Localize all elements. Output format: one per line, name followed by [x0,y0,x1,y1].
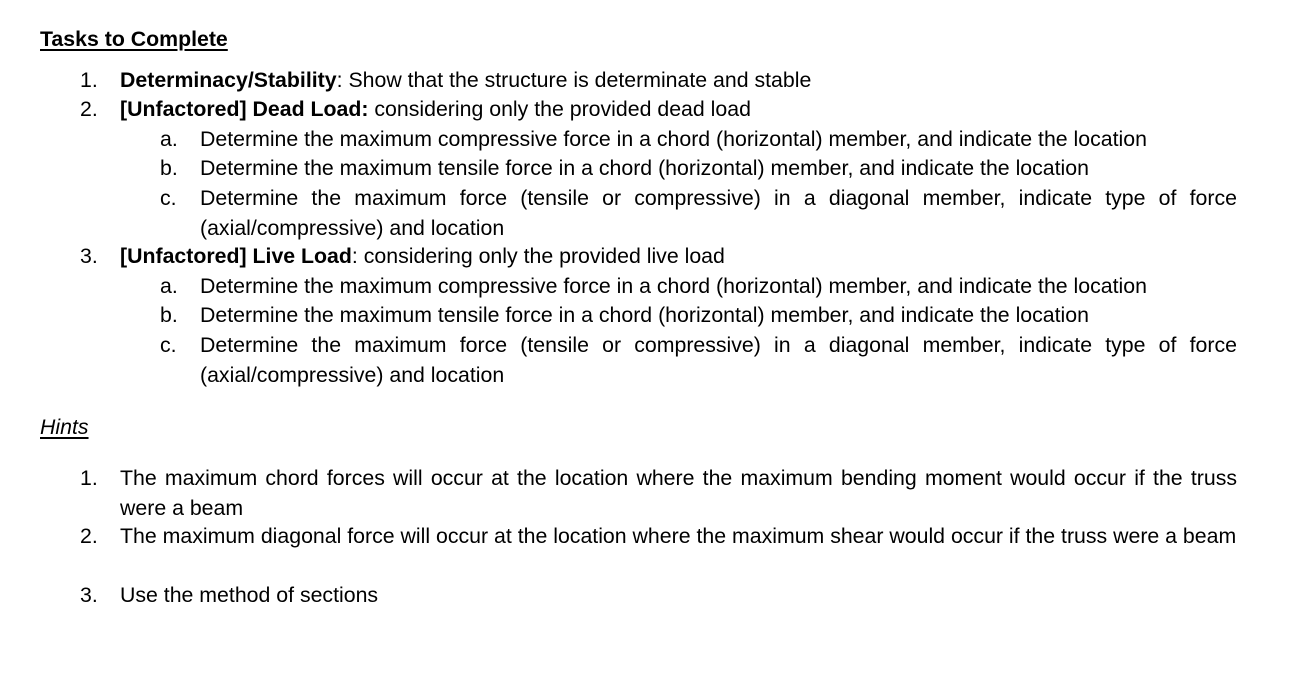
subtask-letter: b. [160,156,178,180]
subtask-letter: b. [160,303,178,327]
subtask-text: Determine the maximum force (tensile or compressive) in a diagonal member, indicate type of force (axial/compressive) and location [200,186,1237,240]
subtask-letter: a. [160,274,178,298]
hint-text: The maximum chord forces will occur at the location where the maximum bending moment would occur if the truss were a beam [120,466,1237,520]
hint-number: 1. [80,466,98,490]
hints-heading: Hints [40,415,89,439]
task-text [120,242,1237,272]
subtask-letter: c. [160,186,177,210]
subtask-letter: a. [160,127,178,151]
task-number: 1. [80,68,98,92]
task-text [120,95,1237,125]
task-title: [Unfactored] Live Load [120,244,352,268]
hint-text: Use the method of sections [120,583,379,607]
tasks-heading: Tasks to Complete [40,27,228,51]
subtask-letter: c. [160,333,177,357]
task-description: : considering only the provided live load [351,244,725,268]
task-title: [Unfactored] Dead Load: [120,97,369,121]
task-number: 3. [80,244,98,268]
subtask-text: Determine the maximum force (tensile or compressive) in a diagonal member, indicate type of force (axial/compressive) and location [200,333,1237,387]
task-title: Determinacy/Stability [120,68,337,92]
task-description: : Show that the structure is determinate and stable [336,68,812,92]
subtask-text: Determine the maximum compressive force in a chord (horizontal) member, and indicate the location [200,274,1147,298]
hint-number: 2. [80,524,98,548]
task-text [120,66,1237,96]
hint-text: The maximum diagonal force will occur at the location where the maximum shear would occur if the truss were a beam [120,524,1237,548]
subtask-text: Determine the maximum tensile force in a chord (horizontal) member, and indicate the location [200,303,1089,327]
hint-number: 3. [80,583,98,607]
subtask-text: Determine the maximum tensile force in a chord (horizontal) member, and indicate the location [200,156,1089,180]
subtask-text: Determine the maximum compressive force in a chord (horizontal) member, and indicate the location [200,127,1147,151]
task-description: considering only the provided dead load [368,97,751,121]
task-number: 2. [80,97,98,121]
